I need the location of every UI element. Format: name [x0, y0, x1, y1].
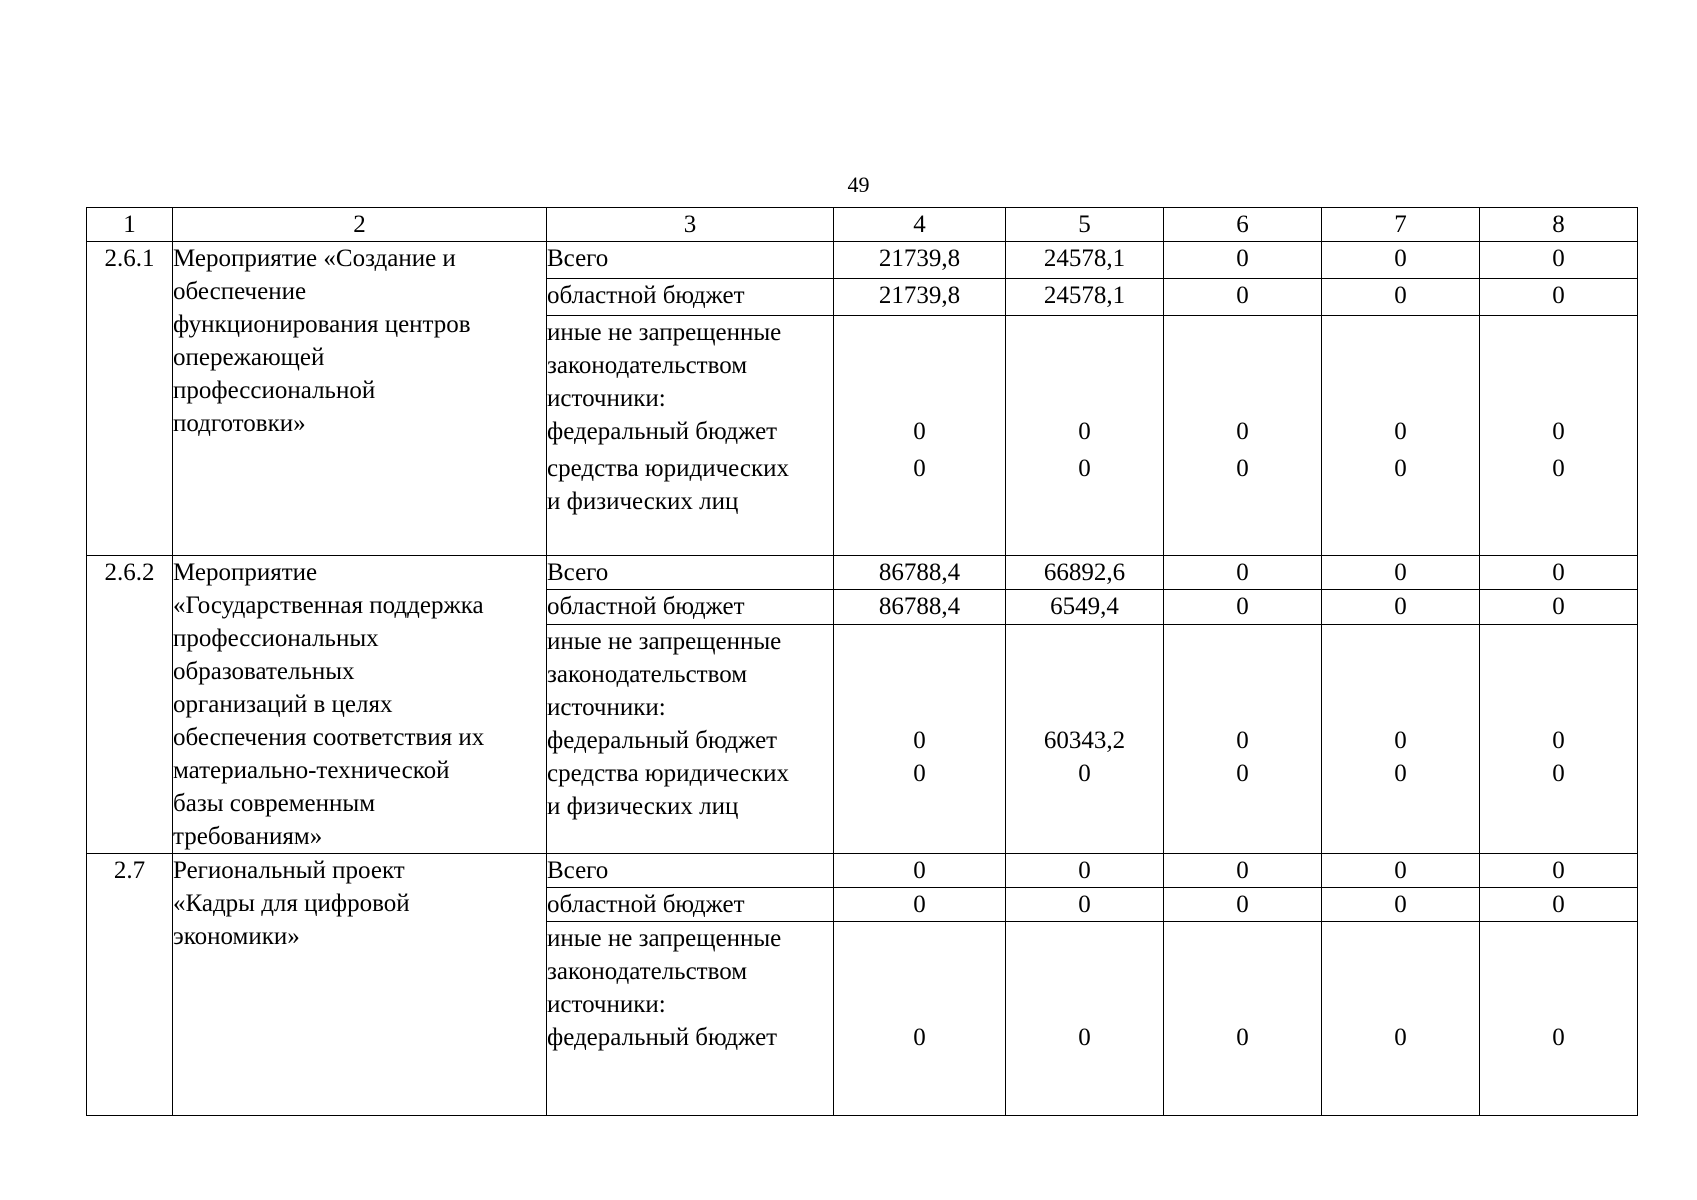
- row-name: [173, 854, 547, 1116]
- table-header-row: [87, 208, 1638, 242]
- legal-value: 0: [1552, 759, 1565, 787]
- row-name-line: Региональный проект: [173, 857, 405, 884]
- federal-value: 0: [1552, 418, 1565, 445]
- row-name-line: Мероприятие: [173, 559, 318, 586]
- row-name-line: обеспечения соответствия их: [173, 724, 485, 751]
- other-sources-line: источники:: [547, 385, 666, 412]
- federal-value: 0: [1236, 726, 1249, 754]
- other-sources-line: иные не запрещенные: [547, 627, 782, 655]
- value-cell: 0: [1480, 888, 1638, 922]
- row-name-line: экономики»: [173, 923, 300, 950]
- column-header: 6: [1164, 208, 1322, 242]
- source-label: областной бюджет: [547, 590, 834, 624]
- other-sources-line: законодательством: [547, 352, 748, 379]
- row-index: 2.6.2: [87, 556, 173, 854]
- table-row: [87, 556, 1638, 590]
- column-header: 5: [1006, 208, 1164, 242]
- source-label: областной бюджет: [547, 279, 834, 316]
- legal-value: 0: [1394, 759, 1407, 787]
- legal-value: 0: [1552, 455, 1565, 482]
- federal-value: 0: [913, 1024, 926, 1051]
- value-cell: 0: [1480, 590, 1638, 624]
- source-label: Всего: [547, 556, 834, 590]
- federal-value: 0: [1236, 418, 1249, 445]
- table-row: [87, 854, 1638, 888]
- value-cell: 0: [1164, 854, 1322, 888]
- federal-value: 0: [1078, 1024, 1091, 1051]
- value-cell: [1164, 624, 1322, 853]
- value-cell: 24578,1: [1006, 279, 1164, 316]
- value-cell: 0: [1322, 279, 1480, 316]
- value-cell: 86788,4: [834, 556, 1006, 590]
- value-cell: 0: [1322, 242, 1480, 279]
- value-cell: 0: [1164, 279, 1322, 316]
- row-name-line: требованиям»: [173, 823, 323, 850]
- value-cell: 0: [834, 854, 1006, 888]
- column-header: 2: [173, 208, 547, 242]
- federal-value: 0: [1394, 726, 1407, 754]
- federal-label: федеральный бюджет: [547, 726, 778, 754]
- budget-table: [86, 207, 1638, 1116]
- value-cell: [1322, 624, 1480, 853]
- value-cell: 0: [1322, 854, 1480, 888]
- row-name: [173, 242, 547, 556]
- row-name-line: материально-технической: [173, 757, 450, 784]
- legal-label-line: средства юридических: [547, 759, 789, 787]
- federal-value: 0: [1394, 418, 1407, 445]
- value-cell: 0: [1322, 556, 1480, 590]
- value-cell: 0: [1480, 242, 1638, 279]
- row-name-line: организаций в целях: [173, 691, 393, 718]
- legal-value: 0: [913, 759, 926, 787]
- legal-value: 0: [1394, 455, 1407, 482]
- legal-value: 0: [1078, 455, 1091, 482]
- other-sources-line: источники:: [547, 991, 666, 1018]
- value-cell: 0: [1006, 888, 1164, 922]
- row-name-line: Мероприятие «Создание и: [173, 245, 456, 272]
- value-cell: 21739,8: [834, 279, 1006, 316]
- other-sources-line: источники:: [547, 693, 666, 721]
- federal-label: федеральный бюджет: [547, 1024, 778, 1051]
- federal-value: 60343,2: [1043, 726, 1126, 754]
- page-number: 49: [847, 172, 870, 197]
- value-cell: [1006, 624, 1164, 853]
- legal-value: 0: [1236, 455, 1249, 482]
- source-label: Всего: [547, 242, 834, 279]
- federal-value: 0: [913, 418, 926, 445]
- other-sources-line: законодательством: [547, 958, 748, 985]
- federal-value: 0: [1236, 1024, 1249, 1051]
- legal-value: 0: [1078, 759, 1091, 787]
- row-name-line: «Государственная поддержка: [173, 592, 484, 619]
- row-index: 2.6.1: [87, 242, 173, 556]
- federal-value: 0: [1552, 1024, 1565, 1051]
- value-cell: [834, 922, 1006, 1116]
- value-cell: [1480, 922, 1638, 1116]
- other-sources-line: иные не запрещенные: [547, 925, 782, 952]
- legal-value: 0: [913, 455, 926, 482]
- other-sources: [547, 316, 834, 556]
- value-cell: 0: [1322, 888, 1480, 922]
- value-cell: 0: [1006, 854, 1164, 888]
- value-cell: [1006, 922, 1164, 1116]
- other-sources-line: законодательством: [547, 660, 748, 688]
- column-header: 7: [1322, 208, 1480, 242]
- value-cell: 24578,1: [1006, 242, 1164, 279]
- row-name-line: подготовки»: [173, 410, 306, 437]
- value-cell: 6549,4: [1006, 590, 1164, 624]
- value-cell: [1322, 922, 1480, 1116]
- value-cell: [1164, 316, 1322, 556]
- row-name-line: функционирования центров: [173, 311, 471, 338]
- federal-value: 0: [1078, 418, 1091, 445]
- value-cell: 66892,6: [1006, 556, 1164, 590]
- row-name-line: «Кадры для цифровой: [173, 890, 410, 917]
- federal-value: 0: [1552, 726, 1565, 754]
- row-name-line: опережающей: [173, 344, 325, 371]
- row-name-line: профессиональной: [173, 377, 376, 404]
- legal-label-line: и физических лиц: [547, 488, 739, 515]
- other-sources: [547, 624, 834, 853]
- federal-value: 0: [1394, 1024, 1407, 1051]
- value-cell: 0: [1164, 242, 1322, 279]
- value-cell: [834, 316, 1006, 556]
- column-header: 4: [834, 208, 1006, 242]
- value-cell: 0: [1480, 556, 1638, 590]
- legal-value: 0: [1236, 759, 1249, 787]
- value-cell: 0: [834, 888, 1006, 922]
- row-index: 2.7: [87, 854, 173, 1116]
- value-cell: 0: [1164, 590, 1322, 624]
- value-cell: [834, 624, 1006, 853]
- source-label: областной бюджет: [547, 888, 834, 922]
- value-cell: [1322, 316, 1480, 556]
- row-name: [173, 556, 547, 854]
- value-cell: 21739,8: [834, 242, 1006, 279]
- row-name-line: профессиональных: [173, 625, 379, 652]
- legal-label-line: и физических лиц: [547, 792, 739, 820]
- value-cell: [1006, 316, 1164, 556]
- row-name-line: базы современным: [173, 790, 376, 817]
- value-cell: 0: [1164, 888, 1322, 922]
- value-cell: [1480, 316, 1638, 556]
- source-label: Всего: [547, 854, 834, 888]
- value-cell: [1164, 922, 1322, 1116]
- value-cell: 0: [1480, 279, 1638, 316]
- column-header: 1: [87, 208, 173, 242]
- other-sources: [547, 922, 834, 1116]
- other-sources-line: иные не запрещенные: [547, 319, 782, 346]
- row-name-line: обеспечение: [173, 278, 307, 305]
- value-cell: 0: [1480, 854, 1638, 888]
- row-name-line: образовательных: [173, 658, 355, 685]
- column-header: 3: [547, 208, 834, 242]
- federal-label: федеральный бюджет: [547, 418, 778, 445]
- federal-value: 0: [913, 726, 926, 754]
- table-row: [87, 242, 1638, 279]
- value-cell: 0: [1322, 590, 1480, 624]
- legal-label-line: средства юридических: [547, 455, 789, 482]
- value-cell: 86788,4: [834, 590, 1006, 624]
- value-cell: [1480, 624, 1638, 853]
- value-cell: 0: [1164, 556, 1322, 590]
- column-header: 8: [1480, 208, 1638, 242]
